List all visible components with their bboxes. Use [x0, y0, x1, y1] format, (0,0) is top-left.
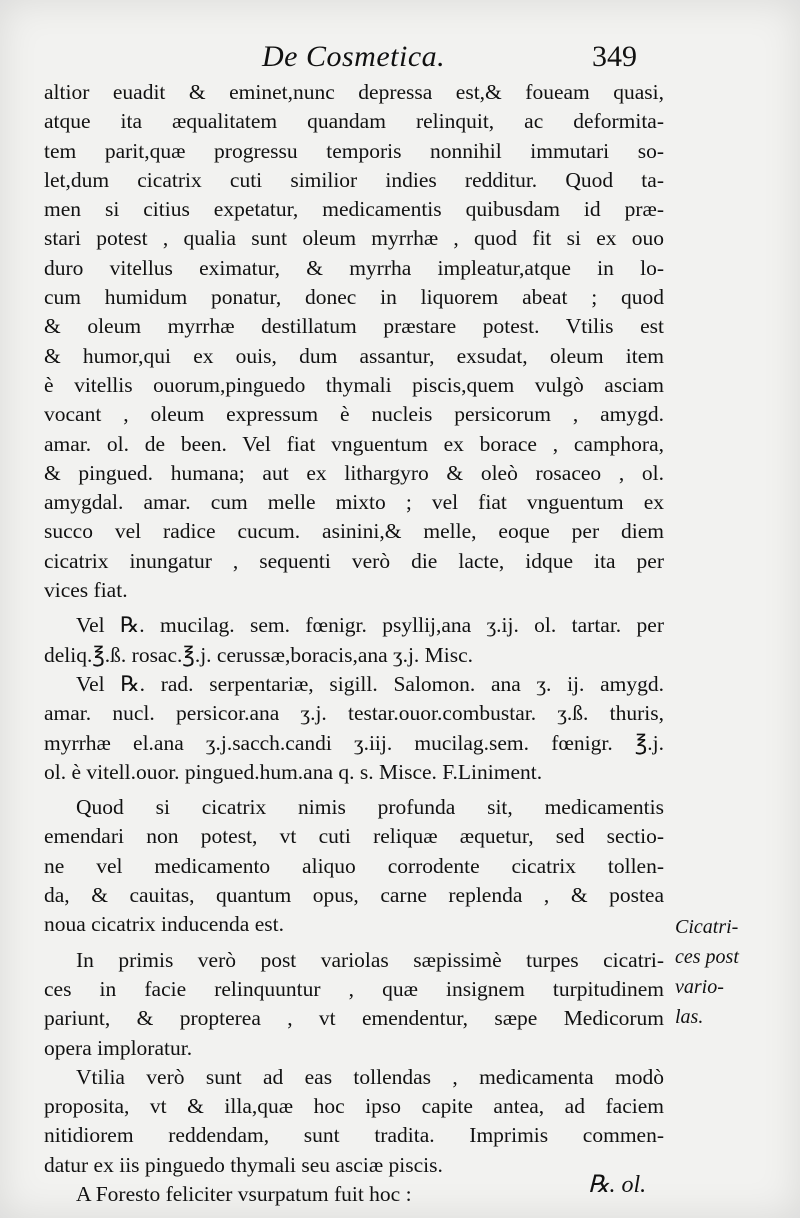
text-line: tem parit,quæ progressu temporis nonnihil immutari so-: [44, 138, 664, 163]
text-line: nitidiorem reddendam, sunt tradita. Imprimis commen-: [44, 1123, 664, 1148]
text-line: vices fiat.: [44, 578, 128, 603]
text-line: duro vitellus eximatur, & myrrha impleatur,atque in lo-: [44, 255, 664, 280]
margin-note-line: Cicatri-: [675, 916, 739, 938]
text-line: amygdal. amar. cum melle mixto ; vel fiat vnguentum ex: [44, 490, 664, 515]
catchword: ℞. ol.: [588, 1172, 647, 1198]
text-line: cum humidum ponatur, donec in liquorem abeat ; quod: [44, 285, 664, 310]
text-line: In primis verò post variolas sæpissimè turpes cicatri-: [76, 947, 664, 972]
main-text: [44, 78, 664, 1209]
margin-note-line: vario-: [675, 976, 724, 998]
text-line: ne vel medicamento aliquo corrodente cicatrix tollen-: [44, 853, 664, 878]
recipe-line: deliq.℥.ß. rosac.℥.j. cerussæ,boracis,ana ʒ.j. Misc.: [44, 642, 474, 667]
text-line: Quod si cicatrix nimis profunda sit, medicamentis: [76, 795, 664, 820]
text-line: let,dum cicatrix cuti similior indies redditur. Quod ta-: [44, 167, 664, 192]
page-number: 349: [592, 40, 637, 73]
text-line: proposita, vt & illa,quæ hoc ipso capite antea, ad faciem: [44, 1094, 664, 1119]
recipe-line: ol. è vitell.ouor. pingued.hum.ana q. s. Misce. F.Liniment.: [44, 759, 543, 784]
margin-note: [675, 912, 795, 1032]
page-header: [0, 40, 800, 80]
text-line: & humor,qui ex ouis, dum assantur, exsudat, oleum item: [44, 343, 664, 368]
recipe-line: Vel ℞. rad. serpentariæ, sigill. Salomon. ana ʒ. ij. amygd.: [76, 671, 664, 696]
running-title: De Cosmetica.: [262, 40, 446, 73]
recipe-line: amar. nucl. persicor.ana ʒ.j. testar.ouor.combustar. ʒ.ß. thuris,: [44, 701, 664, 726]
text-line: ces in facie relinquuntur , quæ insignem turpitudinem: [44, 976, 664, 1001]
text-line: pariunt, & propterea , vt emendentur, sæpe Medicorum: [44, 1006, 664, 1031]
text-line: Vtilia verò sunt ad eas tollendas , medicamenta modò: [76, 1064, 664, 1089]
text-line: emendari non potest, vt cuti reliquæ æquetur, sed sectio-: [44, 824, 664, 849]
text-line: altior euadit & eminet,nunc depressa est,& foueam quasi,: [44, 80, 664, 104]
recipe-line: myrrhæ el.ana ʒ.j.sacch.candi ʒ.iij. mucilag.sem. fœnigr. ℥.j.: [44, 730, 664, 755]
text-line: & pingued. humana; aut ex lithargyro & oleò rosaceo , ol.: [44, 460, 664, 485]
text-line: stari potest , qualia sunt oleum myrrhæ , quod fit si ex ouo: [44, 226, 664, 251]
text-line: men si citius expetatur, medicamentis quibusdam id præ-: [44, 197, 664, 222]
text-line: & oleum myrrhæ destillatum præstare potest. Vtilis est: [44, 314, 664, 339]
margin-note-line: ces post: [675, 946, 739, 968]
recipe-line: Vel ℞. mucilag. sem. fœnigr. psyllij,ana ʒ.ij. ol. tartar. per: [76, 613, 664, 638]
text-line: A Foresto feliciter vsurpatum fuit hoc :: [76, 1181, 412, 1206]
margin-note-line: las.: [675, 1006, 704, 1028]
text-line: succo vel radice cucum. asinini,& melle, eoque per diem: [44, 519, 664, 544]
text-line: vocant , oleum expressum è nucleis persicorum , amygd.: [44, 402, 664, 427]
text-line: da, & cauitas, quantum opus, carne replenda , & postea: [44, 883, 664, 908]
text-line: datur ex iis pinguedo thymali seu asciæ piscis.: [44, 1152, 443, 1177]
text-line: è vitellis ouorum,pinguedo thymali piscis,quem vulgò asciam: [44, 372, 664, 397]
text-line: amar. ol. de been. Vel fiat vnguentum ex borace , camphora,: [44, 431, 664, 456]
text-line: atque ita æqualitatem quandam relinquit, ac deformita-: [44, 109, 664, 134]
text-line: opera imploratur.: [44, 1035, 193, 1060]
text-line: cicatrix inungatur , sequenti verò die lacte, idque ita per: [44, 548, 664, 573]
text-line: noua cicatrix inducenda est.: [44, 912, 284, 937]
